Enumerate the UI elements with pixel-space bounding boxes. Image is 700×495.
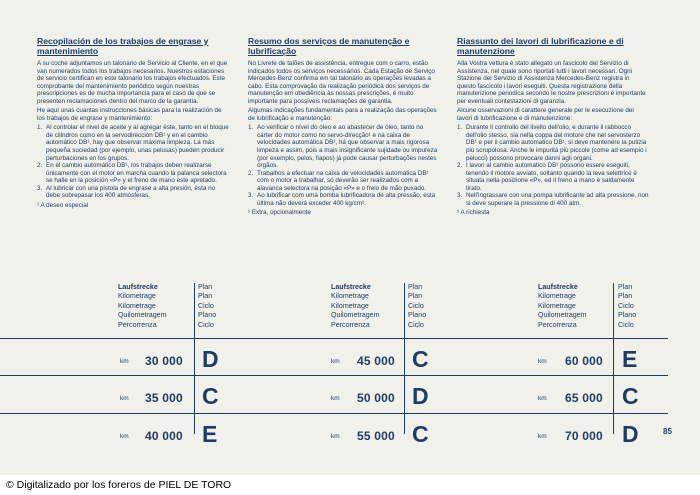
table-row: km 40 000 E [120,421,218,447]
distance-value: 50 000 [357,391,395,405]
instruction-list [37,124,230,199]
footnote: ¹ Extra, opcionalmente [248,209,311,217]
section-title: Resumo dos serviços de manutenção e lubrificação [248,36,410,56]
plan-letter: D [622,421,639,447]
distance-value: 30 000 [145,354,183,368]
table-row: km 60 000 E [538,346,638,372]
list-item: 3. Nell'ingrassare con una pompa lubrificante ad alta pressione, non si deve superare la pressione di 400 atm. [457,192,649,207]
distance-value: 40 000 [145,429,183,443]
table-row: km 30 000 D [120,346,219,372]
list-item: 3. Ao lubrificar com uma bomba lubrificadora de alta pressão, esta última não deverá exceder 400 kg/cm². [248,192,436,207]
plan-labels: Plan Plan Ciclo Plano Ciclo [618,283,637,329]
instruction-list [457,124,650,207]
column-portuguese [248,37,441,217]
distance-value: 45 000 [357,354,395,368]
intro-paragraph: No Livrete de talões de assistência, entregue com o carro, estão indicados todos os serviços necessários. Cada Estação de Serviço Mercedes-Benz confirma em tal talonário as operações levadas a cabo. Esta comprovação da realização periódica dos serviços de manutenção em obediência às nossas prescrições, é muito importante para possíveis reclamações de garantia. [248,60,435,105]
plan-letter: D [202,346,219,372]
distance-value: 55 000 [357,429,395,443]
list-item: 2. Trabalhos a efectuar na caixa de velocidades automática DB¹ com o motor a trabalhar, só deverão ser realizados com a alavanca selectora na posição «P» e o freio de mão puxado. [248,169,429,192]
plan-letter: E [622,346,638,372]
table-row: km 65 000 C [538,383,639,409]
section-title: Riassunto dei lavori di lubrificazione e di manutenzione [457,36,624,56]
list-item: 1. Ao verificar o nível do óleo e ao abastecer de óleo, tanto no cárter do motor como no servo-direcção¹ e na caixa de velocidades automática DB¹, há que observar a mais rigorosa limpeza e assim, pois a mais insignificante sujidade ou impureza (por exemplo, pelos, fiapos) já pode causar perturbações nestes órgãos. [248,124,438,170]
distance-value: 65 000 [565,391,603,405]
plan-letter: C [412,421,429,447]
distance-value: 60 000 [565,354,603,368]
intro-paragraph: Alcune osservazioni di carattere generale per le esecuzione dei lavori di lubrificazione e di manutenzione: [457,107,634,122]
distance-labels: Laufstrecke Kilometrage Kilometrage Quilometragem Percorrenza [331,283,380,329]
table-row: km 55 000 C [331,421,429,447]
plan-labels: Plan Plan Ciclo Plano Ciclo [408,283,427,329]
plan-letter: D [412,383,429,409]
intro-paragraph: A su coche adjuntamos un talonario de Servicio al Cliente, en el que van numerados todos los trabajos necesarios. Nuestros estaciones de servicio certifican en este talonario los trabajos efectuados. Este comprobante del mantenimiento periódico según nuestras prescripciones es de mucha importancia para el caso de que se presenten reclamaciones dentro del marco de la garantía. [37,60,228,105]
plan-labels: Plan Plan Ciclo Plano Ciclo [198,283,217,329]
distance-value: 70 000 [565,429,603,443]
list-item: 2. En el cambio automático DB¹, los trabajos deben realizarse únicamente con el motor en marcha cuando la palanca selectora se halle en la posición «P» y el freno de mano este apretado. [37,162,227,185]
intro-paragraph: He aquí unas cuantas instrucciones básicas para la realización de los trabajos de engrase y mantenimiento: [37,107,222,122]
section-title: Recopilación de los trabajos de engrase y mantenimiento [37,36,209,56]
distance-value: 35 000 [145,391,183,405]
intro-paragraph: Algumas indicações fundamentais para a realização das operações de lubrificação e manutenção: [248,107,437,122]
instruction-list [248,124,441,207]
plan-letter: C [412,346,429,372]
table-row: km 50 000 D [331,383,429,409]
footnote: ¹ A deseo especial [37,201,89,209]
column-italian [457,37,650,217]
list-item: 2. I lavori al cambio automatico DB¹ possono essere eseguiti, tenendo il motore avviato, soltanto quando la leva selettrice è situata nella posizione «P», ed il freno a mano è saldamente tirato. [457,162,637,192]
distance-labels: Laufstrecke Kilometrage Kilometrage Quilometragem Percorrenza [538,283,587,329]
page-number: 85 [663,427,672,436]
table-row: km 70 000 D [538,421,639,447]
column-spanish [37,37,230,209]
plan-letter: C [202,383,219,409]
table-row: km 35 000 C [120,383,219,409]
list-item: 1. Al controlar el nivel de aceite y al agregar éste, tanto en el bloque de cilindros como en la servodirección DB¹ y en el cambio automático DB¹, hay que observar máxima limpieza. La más pequeña suciedad (por ejemplo, unas pelusas) pueden producir perturbaciones en los grupos. [37,124,229,162]
plan-letter: C [622,383,639,409]
footnote: ¹ A richiesta [457,209,490,217]
list-item: 1. Durante il controllo del livello dell'olio, e durante il rabbocco dell'olio stesso, sia nella coppa del motore che nel servosterzo DB¹ e per il cambio automatico DB¹, si deve mantenere la pulizia più scrupolosa. Anche le impurità più piccole (come ad esempio i pelucci) possono provocare danni agli organi. [457,124,647,162]
list-item: 3. Al lubricar con una pistola de engrase a alta presión, ésta no debe sobrepasar los 400 atmósferas. [37,184,216,200]
distance-labels: Laufstrecke Kilometrage Kilometrage Quilometragem Percorrenza [118,283,167,329]
table-row: km 45 000 C [331,346,429,372]
plan-letter: E [202,421,218,447]
intro-paragraph: Alla Vostra vettura è stato allegato un fascicolo del Servizio di Assistenza, nel quale sono riportati tutti i lavori necessari. Ogni Stazione del Servizio di Assistenza Mercedes-Benz registra in questo fascicolo i lavori eseguiti. Questa registrazione della manutenzione periodica secondo le nostre prescrizioni è importante per eventuali contestazioni di garanzia. [457,60,646,105]
scan-credit: © Digitalizado por los foreros de PIEL DE TORO [6,479,232,491]
